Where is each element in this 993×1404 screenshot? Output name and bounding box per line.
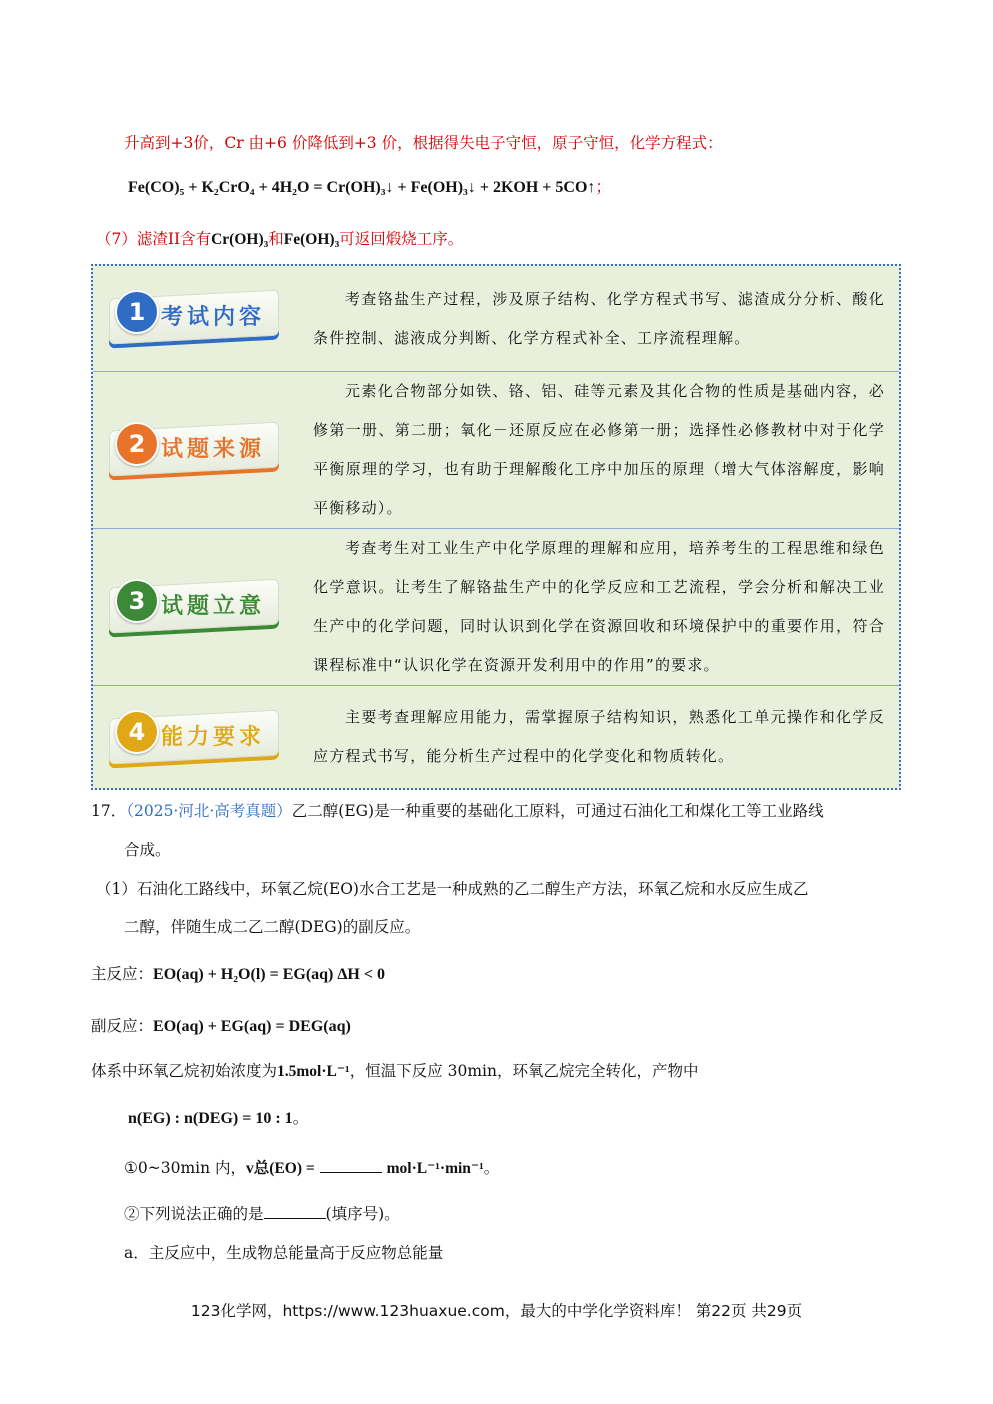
row-text: 元素化合物部分如铁、铬、铝、硅等元素及其化合物的性质是基础内容，必修第一册、第二册；氧化－还原反应在必修第一册；选择性必修教材中对于化学平衡原理的学习，也有助于理解酸化工序中加压的原理（增大气体溶解度，影响平衡移动）。 (313, 382, 885, 517)
condition-prefix: 体系中环氧乙烷初始浓度为 (91, 1062, 278, 1080)
badge-number: 3 (115, 579, 159, 623)
intro-line: 升高到+3价，Cr 由+6 价降低到+3 价，根据得失电子守恒，原子守恒，化学方程式： (124, 134, 723, 152)
part7-suffix: 可返回煅烧工序。 (339, 230, 464, 248)
q1-unit: mol·L⁻¹·min⁻¹ (386, 1160, 484, 1177)
condition-line (91, 1059, 699, 1081)
subquestion-2 (124, 1202, 400, 1224)
row-text: 主要考查理解应用能力，需掌握原子结构知识，熟悉化工单元操作和化学反应方程式书写，能分析生产过程中的化学变化和物质转化。 (313, 708, 885, 765)
answer-blank-2[interactable] (264, 1204, 326, 1219)
badge-label: 能力要求 (161, 725, 266, 750)
analysis-box (91, 264, 901, 790)
stem-text: 乙二醇(EG)是一种重要的基础化工原料，可通过石油化工和煤化工等工业路线 (291, 802, 824, 820)
q1-prefix: ①0~30min 内， (124, 1159, 247, 1177)
question-stem-line2: 合成。 (124, 841, 171, 859)
badge-question-intent (109, 575, 283, 637)
question-stem-line1 (91, 799, 824, 821)
chemical-equation (128, 174, 611, 197)
ratio-expression: n(EG) : n(DEG) = 10 : 1 (128, 1110, 293, 1127)
q2-prefix: ②下列说法正确的是 (124, 1205, 264, 1223)
question-source: （2025·河北·高考真题） (126, 802, 292, 820)
analysis-row-source (93, 372, 899, 529)
side-reaction-label: 副反应： (91, 1017, 154, 1035)
option-a: a．主反应中，生成物总能量高于反应物总能量 (124, 1244, 444, 1262)
badge-label: 考试内容 (161, 305, 266, 330)
badge-number: 4 (115, 710, 159, 754)
part7-chem2: Fe(OH)₃ (283, 231, 340, 248)
q2-suffix: (填序号)。 (325, 1205, 400, 1223)
row-text: 考查铬盐生产过程，涉及原子结构、化学方程式书写、滤渣成分分析、酸化条件控制、滤液成分判断、化学方程式补全、工序流程理解。 (313, 290, 885, 347)
analysis-row-intent (93, 529, 899, 686)
badge-question-source (109, 418, 283, 480)
part1-line2: 二醇，伴随生成二乙二醇(DEG)的副反应。 (124, 918, 421, 936)
q1-end: 。 (483, 1159, 500, 1177)
badge-label: 试题立意 (161, 594, 266, 619)
equation-text: Fe(CO)₅ + K₂CrO₄ + 4H₂O = Cr(OH)₃↓ + Fe(OH)₃↓ + 2KOH + 5CO↑ (128, 179, 596, 196)
analysis-row-content (93, 266, 899, 372)
main-reaction-equation: EO(aq) + H₂O(l) = EG(aq) ΔH < 0 (153, 966, 385, 983)
badge-ability-requirement (109, 706, 283, 768)
main-reaction-label: 主反应： (91, 965, 154, 983)
side-reaction-equation: EO(aq) + EG(aq) = DEG(aq) (153, 1018, 351, 1035)
main-reaction (91, 962, 385, 984)
condition-concentration: 1.5mol·L⁻¹ (277, 1063, 350, 1080)
equation-end: ； (595, 177, 612, 196)
badge-exam-content (109, 286, 283, 348)
part7-chem1: Cr(OH)₃ (211, 231, 269, 248)
part7-mid: 和 (268, 230, 284, 248)
badge-number: 1 (115, 290, 159, 334)
q1-rate: v总(EO) = (246, 1160, 315, 1177)
condition-suffix: ，恒温下反应 30min，环氧乙烷完全转化，产物中 (349, 1062, 699, 1080)
part7-line (96, 227, 463, 249)
answer-blank-1[interactable] (320, 1158, 382, 1173)
analysis-row-ability (93, 686, 899, 788)
question-number: 17． (91, 802, 127, 820)
subquestion-1 (124, 1156, 499, 1178)
row-text: 考查考生对工业生产中化学原理的理解和应用，培养考生的工程思维和绿色化学意识。让考生了解铬盐生产中的化学反应和工艺流程，学会分析和解决工业生产中的化学问题，同时认识到化学在资源回收和环境保护中的重要作用，符合课程标准中“认识化学在资源开发利用中的作用”的要求。 (313, 539, 885, 674)
badge-number: 2 (115, 422, 159, 466)
side-reaction (91, 1014, 351, 1036)
page-footer: 123化学网，https://www.123huaxue.com，最大的中学化学资料库！ 第22页 共29页 (190, 1302, 803, 1320)
part1-line1: （1）石油化工路线中，环氧乙烷(EO)水合工艺是一种成熟的乙二醇生产方法，环氧乙烷和水反应生成乙 (96, 880, 809, 898)
part7-prefix: （7）滤渣II含有 (96, 230, 212, 248)
ratio-end: 。 (292, 1108, 309, 1127)
badge-label: 试题来源 (161, 437, 266, 462)
ratio-line (128, 1105, 309, 1128)
